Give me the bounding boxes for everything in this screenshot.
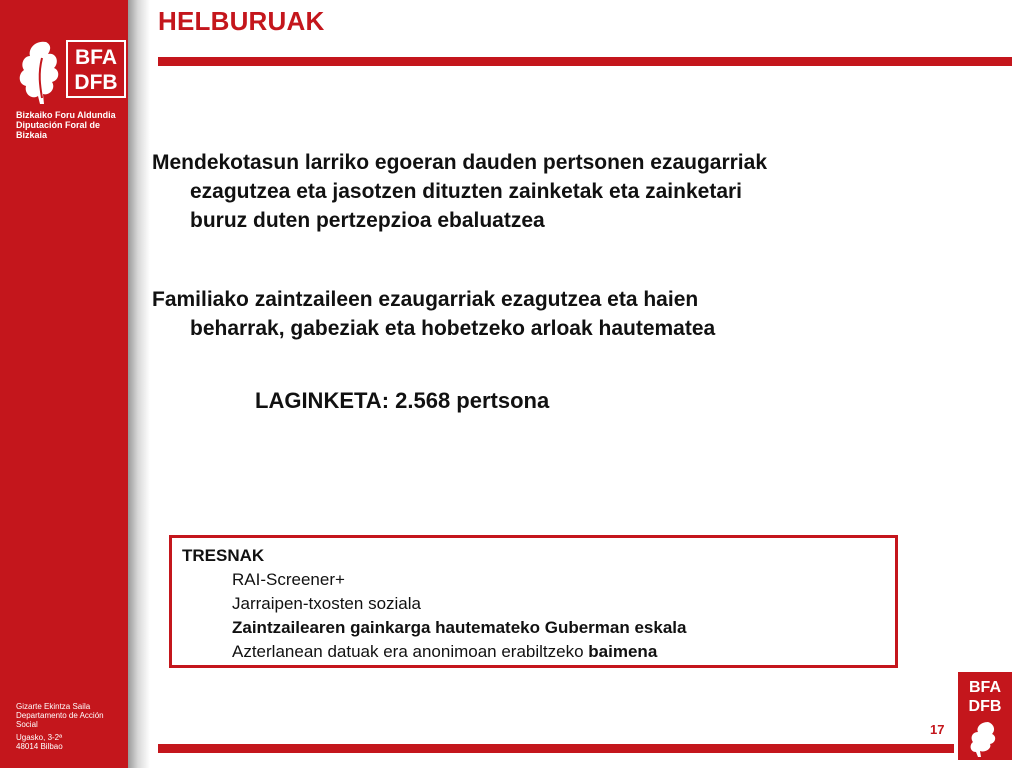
- dept-name-eu: Gizarte Ekintza Saila: [16, 702, 91, 711]
- objective-2: [152, 285, 932, 343]
- tool-item-consent-bold: baimena: [588, 642, 658, 661]
- page-number: 17: [930, 722, 945, 737]
- oak-leaf-small-icon: [966, 720, 1004, 758]
- tools-list: [182, 568, 885, 664]
- dept-name-es: Departamento de Acción Social: [16, 711, 104, 729]
- title-divider: [158, 57, 1012, 66]
- logo-text-box: [66, 40, 126, 98]
- slide-title: HELBURUAK: [158, 6, 325, 36]
- objective-1-line-1: Mendekotasun larriko egoeran dauden pertsonen ezaugarriak: [152, 151, 767, 174]
- tool-item-guberman-scale: Zaintzailearen gainkarga hautemateko Guberman eskala: [232, 618, 687, 637]
- logo-line-1: BFA: [75, 46, 117, 69]
- logo-small-text: [962, 678, 1008, 716]
- bfa-logo: [16, 38, 118, 108]
- org-name-eu: Bizkaiko Foru Aldundia: [16, 110, 116, 120]
- org-name-es: Diputación Foral de Bizkaia: [16, 120, 101, 140]
- objective-2-line-2: beharrak, gabeziak eta hobetzeko arloak hautematea: [190, 317, 716, 340]
- logo-line-2: DFB: [74, 71, 118, 94]
- bottom-divider: [158, 744, 954, 753]
- objective-1-line-3: buruz duten pertzepzioa ebaluatzea: [190, 209, 545, 232]
- address-line-2: 48014 Bilbao: [16, 742, 63, 751]
- tool-item-social-report: Jarraipen-txosten soziala: [232, 594, 421, 613]
- sidebar-shadow: [128, 0, 150, 768]
- tools-box: [169, 535, 898, 668]
- bfa-logo-small: [958, 672, 1012, 760]
- logo-small-line-2: DFB: [968, 698, 1002, 715]
- objective-1-line-2: ezagutzea eta jasotzen dituzten zainketak eta zainketari: [190, 180, 743, 203]
- sample-size: LAGINKETA: 2.568 pertsona: [255, 388, 550, 413]
- tool-item-consent-text: Azterlanean datuak era anonimoan erabiltzeko: [232, 642, 589, 661]
- tool-item-consent: [232, 640, 885, 664]
- tools-title: TRESNAK: [182, 546, 265, 565]
- oak-leaf-icon: [16, 38, 62, 106]
- objective-2-line-1: Familiako zaintzaileen ezaugarriak ezagutzea eta haien: [152, 288, 699, 311]
- sidebar: [0, 0, 128, 768]
- org-name: [16, 110, 126, 140]
- objective-1: [152, 148, 932, 235]
- department-info: [16, 702, 126, 751]
- address-line-1: Ugasko, 3-2ª: [16, 733, 63, 742]
- logo-small-line-1: BFA: [969, 679, 1001, 696]
- tool-item-rai-screener: RAI-Screener+: [232, 570, 345, 589]
